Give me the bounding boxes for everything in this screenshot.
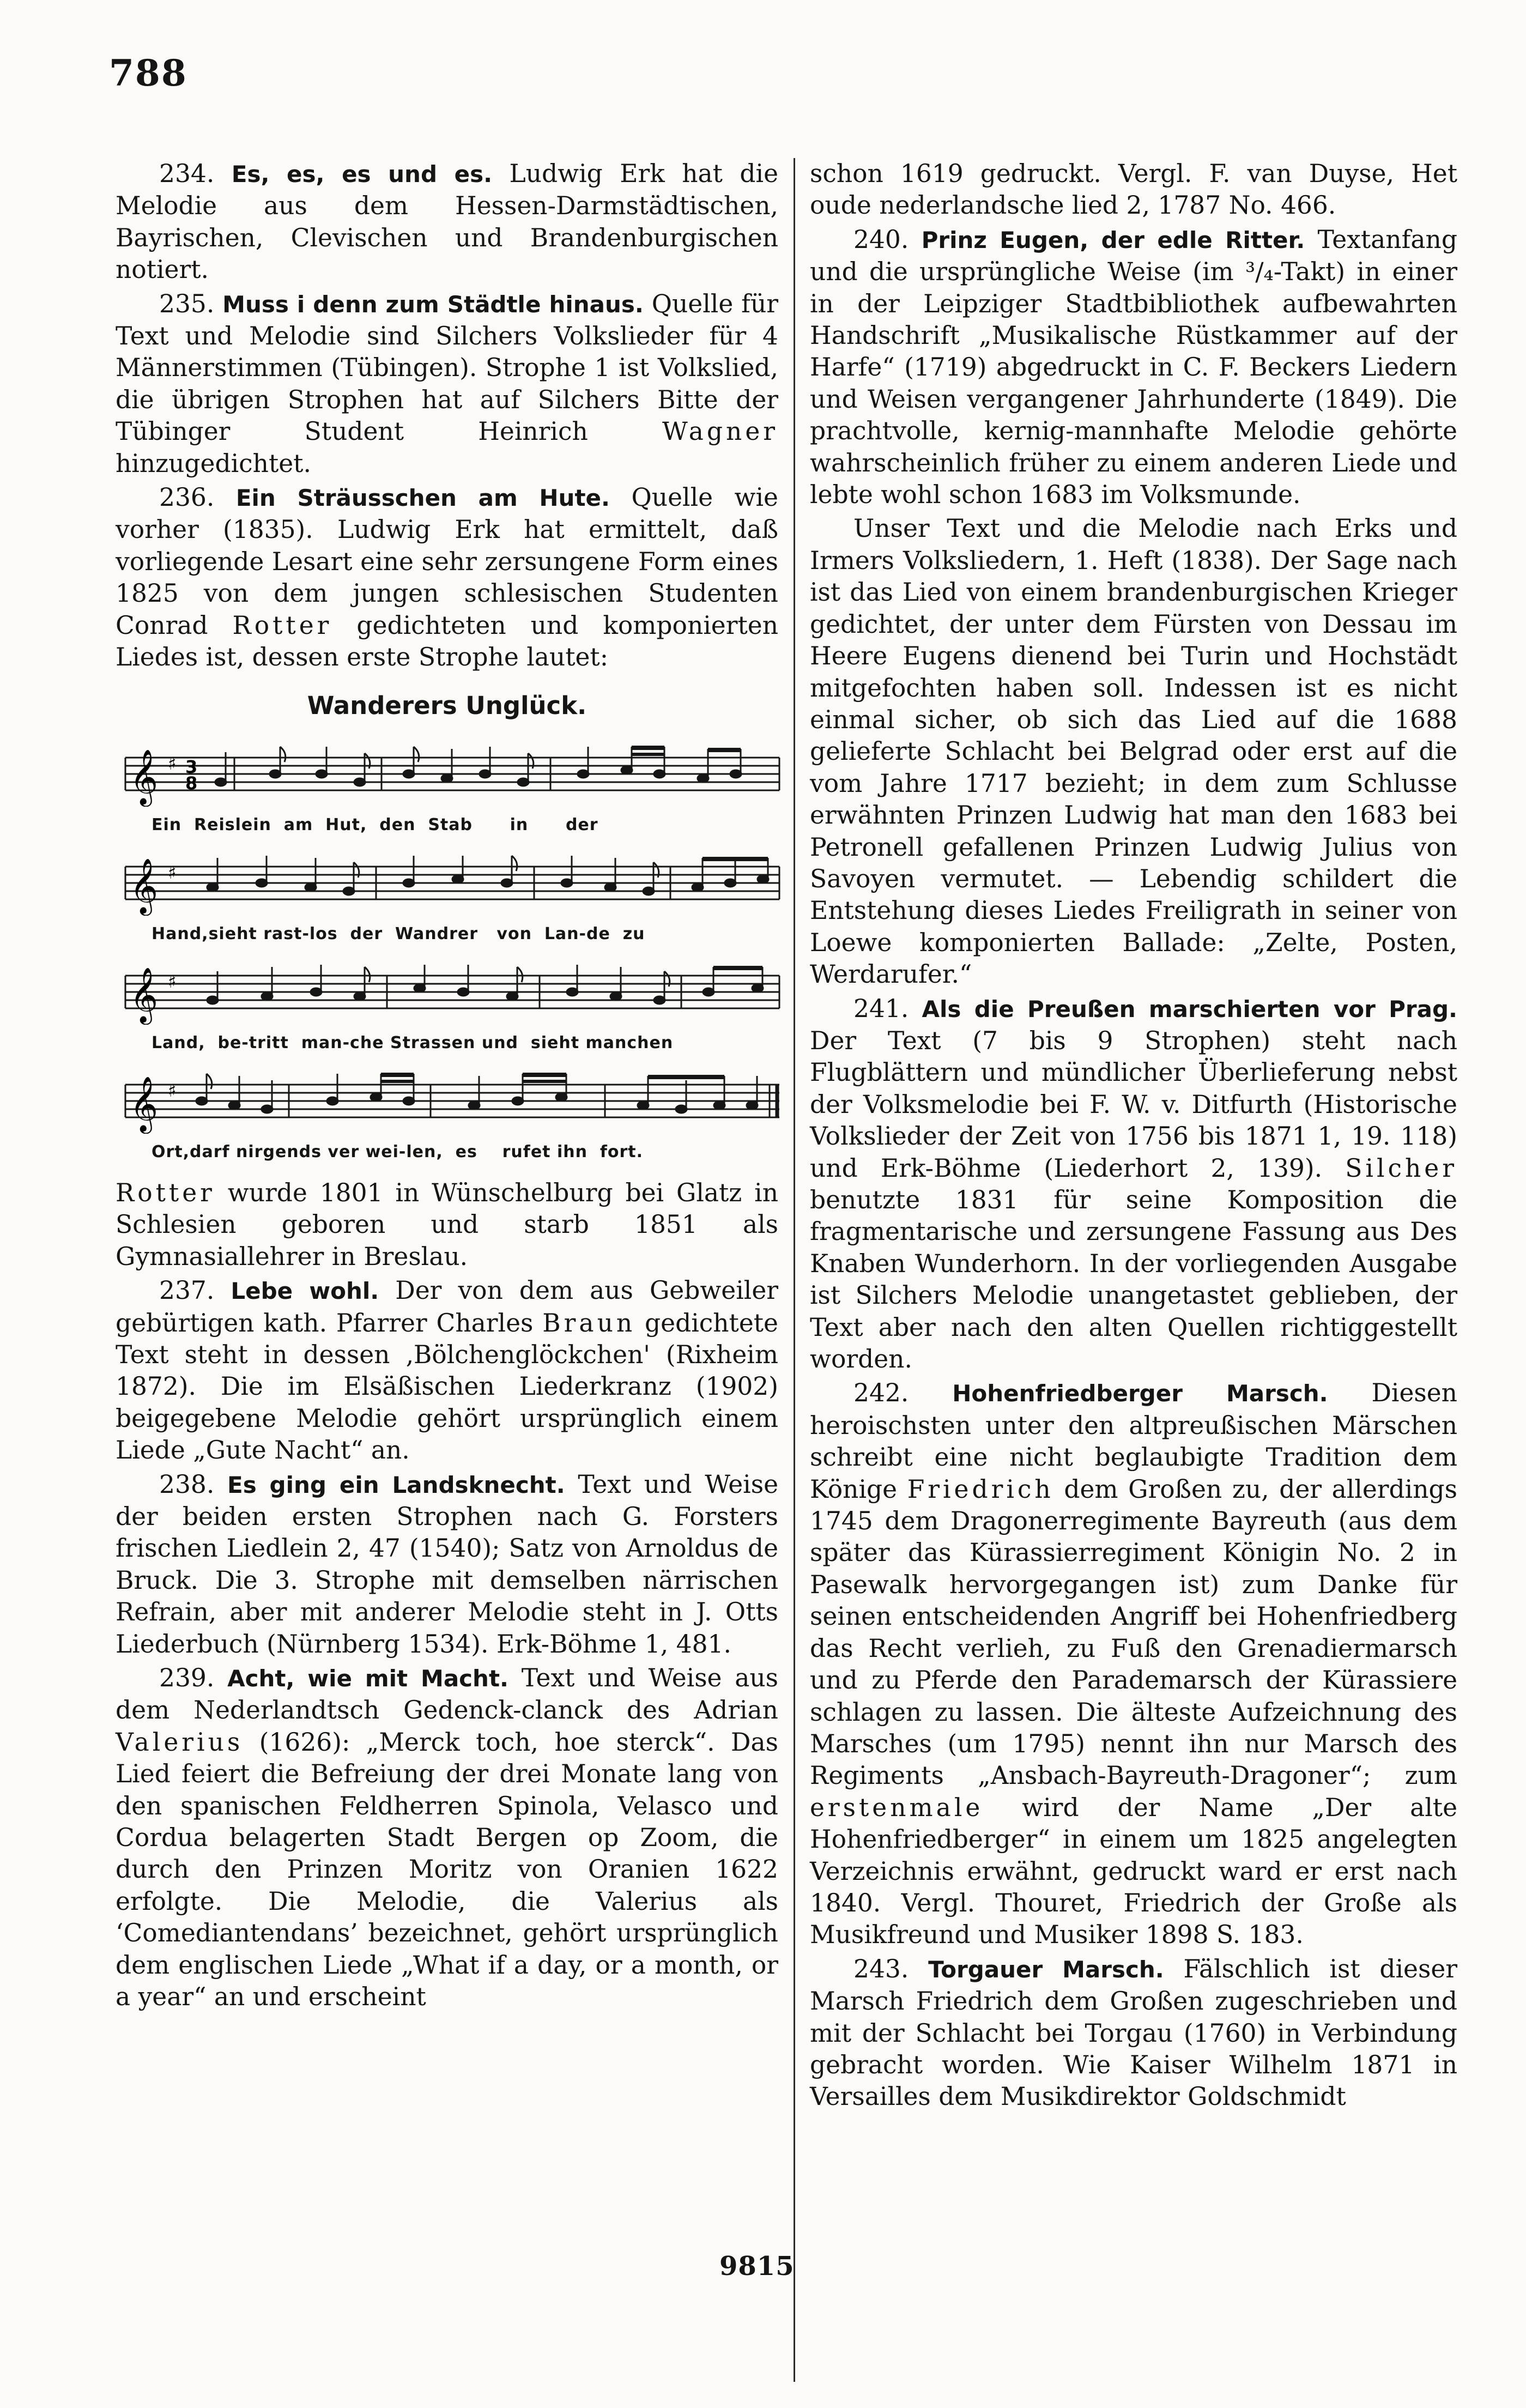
svg-text:♯: ♯ [168, 862, 177, 883]
lyric-line: Ort,darf nirgends ver wei-len, es rufet ihn fort. [152, 1142, 644, 1161]
staff-notation-2 [104, 850, 785, 916]
spaced-name: Rotter [116, 1178, 215, 1207]
entry-number: 241. [853, 994, 909, 1023]
svg-text:♯: ♯ [168, 971, 177, 992]
left-column [116, 158, 778, 2015]
spaced-name: Wagner [662, 417, 778, 446]
column-divider [794, 158, 795, 2382]
entry-number: 239. [159, 1663, 215, 1692]
entry-235 [116, 288, 778, 480]
spaced-word: erstenmale [810, 1793, 984, 1822]
entry-heading: Es ging ein Landsknecht. [227, 1471, 565, 1498]
footer-number: 9815 [719, 2251, 795, 2282]
entry-number: 243. [853, 1954, 909, 1983]
entry-text: wurde 1801 in Wünschelburg bei Glatz in Schlesien geboren und starb 1851 als Gymnasiallehrer in Breslau. [116, 1178, 778, 1271]
staff-notation-3 [104, 959, 785, 1025]
entry-number: 234. [159, 159, 215, 188]
entry-heading: Es, es, es und es. [231, 161, 493, 187]
spaced-name: Rotter [232, 610, 332, 640]
music-staff [104, 741, 785, 807]
page-number: 788 [109, 52, 187, 94]
lyric-line: Hand,sieht rast-los der Wandrer von Lan-de zu [152, 924, 645, 943]
entry-text: Ludwig Erk hat die Melodie aus dem Hessen-Darmstädtischen, Bayrischen, Clevischen und Brandenburgischen notiert. [116, 159, 778, 285]
entry-number: 238. [159, 1469, 215, 1499]
music-staff [104, 959, 785, 1025]
music-staff [104, 1068, 785, 1134]
svg-text:8: 8 [185, 772, 198, 794]
entry-heading: Torgauer Marsch. [928, 1956, 1164, 1983]
entry-241 [810, 993, 1457, 1376]
svg-text:𝄞: 𝄞 [130, 857, 159, 913]
svg-text:♯: ♯ [168, 753, 177, 774]
entry-240 [810, 224, 1457, 511]
entry-text: Diesen heroischsten unter den altpreußischen Märschen schreibt eine nicht beglaubigte Tradition dem Könige [810, 1378, 1457, 1504]
entry-heading: Muss i denn zum Städtle hinaus. [222, 291, 644, 318]
entry-242 [810, 1377, 1457, 1951]
entry-239-continued: schon 1619 gedruckt. Vergl. F. van Duyse, Het oude nederlandsche lied 2, 1787 No. 466. [810, 159, 1457, 220]
spaced-name: Friedrich [907, 1474, 1054, 1504]
entry-237 [116, 1275, 778, 1466]
entry-243 [810, 1953, 1457, 2113]
entry-text: benutzte 1831 für seine Komposition die fragmentarische und zersungene Fassung aus Des Knaben Wunderhorn. In der vorliegenden Ausgabe ist Silchers Melodie unangetastet geblieben, der Text aber nach den alten Quellen richtiggestellt worden. [810, 1185, 1457, 1374]
entry-text: Fälschlich ist dieser Marsch Friedrich dem Großen zugeschrieben und mit der Schlacht bei Torgau (1760) in Verbindung gebracht worden. Wie Kaiser Wilhelm 1871 in Versailles dem Musikdirektor Goldschmidt [810, 1954, 1457, 2111]
entry-number: 237. [159, 1276, 215, 1305]
entry-text: gedichtete Text steht in dessen ‚Bölchenglöckchen' (Rixheim 1872). Die im Elsäßischen Liederkranz (1902) beigegebene Melodie gehört ursprünglich einem Liede „Gute Nacht“ an. [116, 1308, 778, 1465]
svg-text:𝄞: 𝄞 [130, 748, 159, 804]
entry-heading: Prinz Eugen, der edle Ritter. [921, 226, 1305, 253]
entry-heading: Ein Sträusschen am Hute. [235, 485, 610, 512]
right-column [810, 158, 1457, 2115]
staff-notation-1 [104, 741, 785, 807]
entry-number: 235. [159, 289, 215, 318]
entry-236-continued [116, 1177, 778, 1273]
lyric-line: Land, be-tritt man-che Strassen und sieht manchen [152, 1033, 674, 1052]
entry-number: 240. [853, 225, 909, 254]
entry-239 [116, 1662, 778, 2013]
entry-text: Text und Weise der beiden ersten Strophen nach G. Forsters frischen Liedlein 2, 47 (1540); Satz von Arnoldus de Bruck. Die 3. Strophe mit demselben närrischen Refrain, aber mit anderer Melodie steht in J. Otts Liederbuch (Nürnberg 1534). Erk-Böhme 1, 481. [116, 1469, 778, 1659]
spaced-name: Valerius [116, 1727, 244, 1757]
song-title: Wanderers Unglück. [307, 691, 587, 720]
entry-heading: Lebe wohl. [231, 1278, 379, 1305]
entry-text: gedichteten und komponierten Liedes ist, dessen erste Strophe lautet: [116, 610, 778, 672]
music-staff [104, 850, 785, 916]
entry-number: 236. [159, 483, 215, 512]
entry-text: Der von dem aus Gebweiler gebürtigen kath. Pfarrer Charles [116, 1276, 778, 1338]
entry-heading: Hohenfriedberger Marsch. [952, 1380, 1328, 1407]
entry-text: Textanfang und die ursprüngliche Weise (im ³/₄-Takt) in einer in der Leipziger Stadtbibliothek aufbewahrten Handschrift „Musikalische Rüstkammer auf der Harfe“ (1719) abgedruckt in C. F. Beckers Liedern und Weisen vergangener Jahrhunderte (1849). Die prachtvolle, kernig-mannhafte Melodie gehörte wahrscheinlich früher zu einem anderen Liede und lebte wohl schon 1683 im Volksmunde. [810, 225, 1457, 510]
svg-text:𝄞: 𝄞 [130, 1075, 159, 1132]
svg-text:𝄞: 𝄞 [130, 966, 159, 1023]
entry-234 [116, 158, 778, 286]
entry-text: Der Text (7 bis 9 Strophen) steht nach Flugblättern und mündlicher Überlieferung nebst der Volksmelodie bei F. W. v. Ditfurth (Historische Volkslieder der Zeit von 1756 bis 1871 1, 19. 118) und Erk-Böhme (Liederhort 2, 139). [810, 1026, 1457, 1183]
entry-text: Quelle für Text und Melodie sind Silchers Volkslieder für 4 Männerstimmen (Tübingen). Strophe 1 ist Volkslied, die übrigen Strophen hat auf Silchers Bitte der Tübinger Student Heinrich [116, 289, 778, 446]
entry-text: (1626): „Merck toch, hoe sterck“. Das Lied feiert die Befreiung der drei Monate lang von den spanischen Feldherren Spinola, Velasco und Cordua belagerten Stadt Bergen op Zoom, die durch den Prinzen Moritz von Oranien 1622 erfolgte. Die Melodie, die Valerius als ‘Comediantendans’ bezeichnet, gehört ursprünglich dem englischen Liede „What if a day, or a month, or a year“ an und erscheint [116, 1727, 778, 2012]
entry-240-paragraph-2: Unser Text und die Melodie nach Erks und Irmers Volksliedern, 1. Heft (1838). Der Sage nach ist das Lied von einem brandenburgischen Krieger gedichtet, der unter dem Fürsten von Dessau im Heere Eugens dienend bei Turin und Hochstädt mitgefochten haben soll. Indessen ist es nicht einmal sicher, ob sich das Lied auf die 1688 gelieferte Schlacht bei Belgrad oder erst auf die vom Jahre 1717 bezieht; in dem zum Schlusse erwähnten Prinzen Ludwig hat man den 1683 bei Petronell gefallenen Prinzen Ludwig Julius von Savoyen vermutet. — Lebendig schildert die Entstehung dieses Liedes Freiligrath in seiner von Loewe komponierten Ballade: „Zelte, Posten, Werdarufer.“ [810, 514, 1457, 989]
entry-heading: Acht, wie mit Macht. [227, 1665, 508, 1692]
staff-notation-4 [104, 1068, 785, 1134]
entry-238 [116, 1469, 778, 1660]
svg-text:3: 3 [185, 756, 198, 777]
entry-text: wird der Name „Der alte Hohenfriedberger“ in einem um 1825 angelegten Verzeichnis erwähnt, gedruckt ward er erst nach 1840. Vergl. Thouret, Friedrich der Große als Musikfreund und Musiker 1898 S. 183. [810, 1793, 1457, 1950]
lyric-line: Ein Reislein am Hut, den Stab in der [152, 815, 598, 834]
spaced-name: Braun [542, 1308, 636, 1338]
entry-text: Quelle wie vorher (1835). Ludwig Erk hat ermittelt, daß vorliegende Lesart eine sehr zersungene Form eines 1825 von dem jungen schlesischen Studenten Conrad [116, 483, 778, 640]
entry-text: hinzugedichtet. [116, 449, 311, 478]
entry-text: dem Großen zu, der allerdings 1745 dem Dragonerregimente Bayreuth (aus dem später das Kürassierregiment Königin No. 2 in Pasewalk hervorgegangen ist) zum Danke für seinen entscheidenden Angriff bei Hohenfriedberg das Recht verlieh, zu Fuß den Grenadiermarsch und zu Pferde den Parademarsch der Kürassiere schlagen zu lassen. Die älteste Aufzeichnung des Marsches (um 1795) nennt ihn nur Marsch des Regiments „Ansbach-Bayreuth-Dragoner“; zum [810, 1474, 1457, 1790]
entry-heading: Als die Preußen marschierten vor Prag. [922, 995, 1457, 1023]
entry-236 [116, 482, 778, 673]
spaced-name: Silcher [1345, 1153, 1457, 1183]
entry-number: 242. [853, 1378, 909, 1408]
entry-text: Text und Weise aus dem Nederlandtsch Gedenck-clanck des Adrian [116, 1663, 778, 1725]
svg-text:♯: ♯ [168, 1080, 177, 1101]
